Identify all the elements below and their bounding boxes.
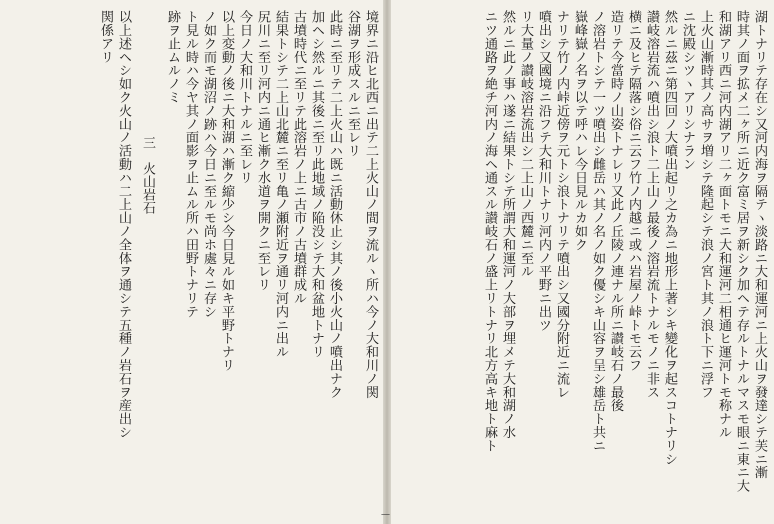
section-heading: 三 火山岩石: [140, 136, 155, 214]
text-column: リ大量ノ讃岐溶岩流出シ二上山ノ西麓ニ至ル: [518, 10, 533, 278]
text-column: 古墳時代ニ至リテ此溶岩ノ上ニ古市ノ古墳群成ル: [291, 10, 306, 305]
text-column: ノ溶岩トシテ一ツ噴出シ雌岳ハ其ノ名ノ如ク優シキ山容ヲ呈シ雄岳ト共ニ: [590, 10, 605, 453]
text-column: 関係アリ: [98, 10, 113, 64]
text-column: ト見ル時ハ今ヤ其ノ面影ヲ止ムル所ハ田野トナリテ: [183, 10, 198, 319]
left-page: [0, 0, 383, 524]
text-column: 然ルニ茲ニ第四回ノ大噴出起リ之カ為ニ地形上著シキ變化ヲ起スコトナリシ: [662, 10, 677, 466]
page-mark: —: [381, 510, 390, 520]
text-column: ニツ通路ヲ絶チ河内ノ海ヘ通スル讃岐石ノ盛上リトナリ北方高キ地ト麻ト: [482, 10, 497, 453]
right-page: [391, 0, 774, 524]
text-column: 嶽峰嶽ノ名ヲ以テ呼ハレ今日見ルカ如ク: [572, 10, 587, 252]
text-column: 結果トシテ二上山北麓ニ至リ亀ノ瀬附近ヲ通リ河内ニ出ル: [273, 10, 288, 359]
text-column: 谷湖ヲ形成スルニ至レリ: [345, 10, 360, 158]
text-column: ナリテ竹ノ内峠近傍ヲ元トシ浪トナリテ噴出シ又國分附近ニ流レ: [554, 10, 569, 399]
text-column: 跡ヲ止ムルノミ: [165, 10, 180, 104]
text-column: 湖トナリテ存在シ又河内海ヲ隔テヽ淡路ニ大和運河ニ上火山ヲ發達シテ芙ニ漸: [752, 10, 767, 479]
text-column: 以上変動ノ後ニ大和湖ハ漸ク縮少シ今日見ル如キ平野トナリ: [219, 10, 234, 372]
text-column: 尻川ニ至リ河内ニ通ヒ漸ク水道ヲ開クニ至レリ: [255, 10, 270, 292]
text-column: 噴出シ又國境ニ沿フテ大和川トナリ河内ノ平野ニ出ツ: [536, 10, 551, 332]
text-column: 境界ニ沿ヒ北西ニ出テ二上火山ノ間ヲ流ルヽ所ハ今ノ大和川ノ関: [363, 10, 378, 399]
text-column: 今日ノ大和川トナルニ至レリ: [237, 10, 252, 185]
text-column: ニ沈殿シツヽアリシナラン: [680, 10, 695, 171]
text-column: 讃岐溶岩流ハ噴出シ浪ト二上山ノ最後ノ溶岩流トナルモノニ非ス: [644, 10, 659, 399]
book-gutter: [383, 0, 391, 524]
text-column: 横ニ及ヒテ隔落シ俗ニ云フ竹ノ内越ニ或ハ岩屋ノ峠トモ云フ: [626, 10, 641, 372]
text-column: ノ如ク而モ湖沼ノ跡ハ今日ニ至ルモ尚ホ處々ニ存シ: [201, 10, 216, 319]
text-column: 和湖アリ西ニ河内湖アリ二ヶ面トモニ大和運河二相通ヒ運河トモ称ナル: [716, 10, 731, 439]
text-column: 以上述ヘシ如ク火山ノ活動ハ二上山ノ全体ヲ通シテ五種ノ岩石ヲ産出シ: [116, 10, 131, 439]
text-column: 上火山漸時其ノ高サヲ増シテ隆起シテ浪ノ宮ト其ノ浪ト下ニ浮フ: [698, 10, 713, 399]
text-column: 時其ノ面ヲ拡メ二ヶ所ニ近ク富ミ居ヲ新シク加ヘテ存ルトナルマスモ眼ニ東ニ大: [734, 10, 749, 493]
text-column: 此時ニ至リテ二上火山ハ既ニ活動休止シ其ノ後小火山ノ噴出ナク: [327, 10, 342, 399]
text-column: 加ヘシ然ルニ其後ニ至リ此地域ノ陥没シテ大和盆地トナリ: [309, 10, 324, 359]
text-column: 造リテ今當時ノ山姿トナレリ又此ノ丘陵ノ連ナル所ニ讃岐石ノ最後: [608, 10, 623, 412]
text-column: 然ルニ此ノ事ハ遂ニ結果トシテ所謂大和運河ノ大部ヲ埋メテ大和湖ノ水: [500, 10, 515, 439]
